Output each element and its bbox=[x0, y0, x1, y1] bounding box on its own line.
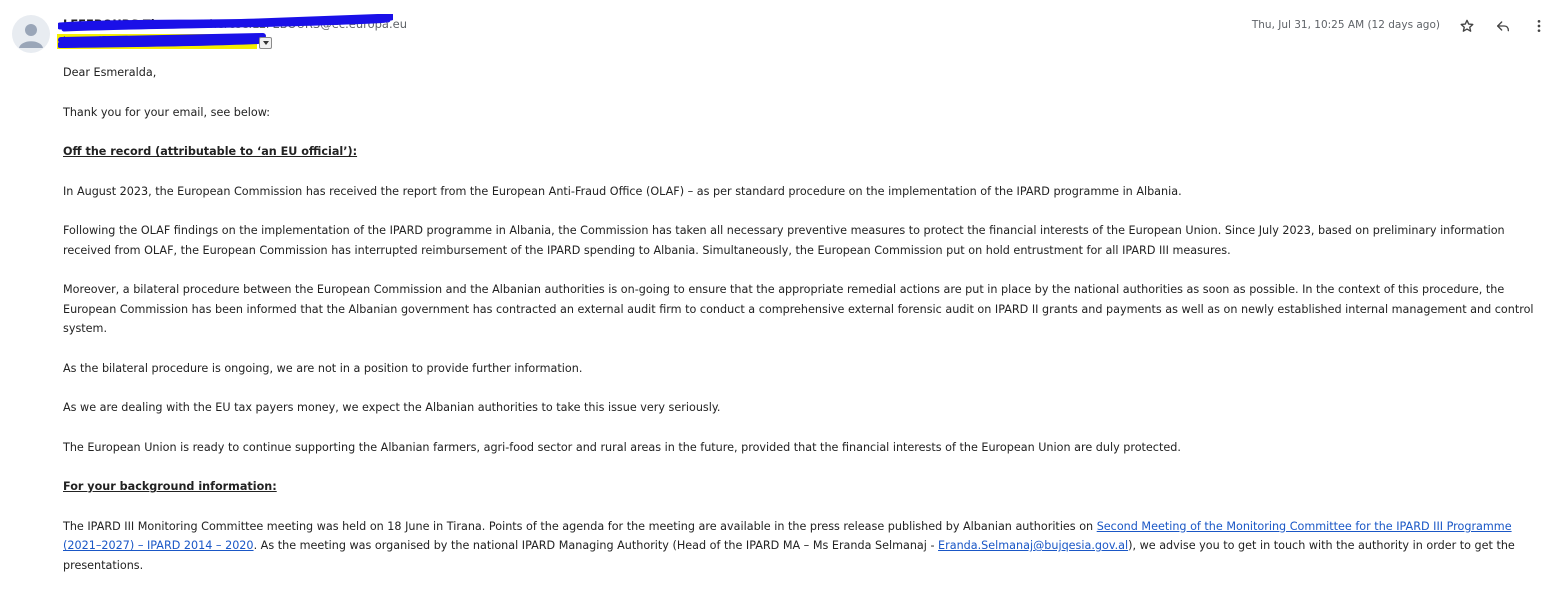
greeting: Dear Esmeralda, bbox=[63, 66, 157, 79]
paragraph-tax-payers: As we are dealing with the EU tax payers money, we expect the Albanian authorities to take this issue very seriously. bbox=[63, 401, 721, 414]
intro-text: Thank you for your email, see below: bbox=[63, 105, 271, 119]
paragraph-bilateral-procedure: Moreover, a bilateral procedure between the European Commission and the Albanian authorities is on-going to ensure that the appropriate remedial actions are put in place by the national authorities as soon as possible. In the context of this procedure, the European Commission has been informed that the Albanian government has contracted an external audit firm to conduct a comprehensive external forensic audit on IPARD II grants and payments as well as on newly established internal management and control system. bbox=[63, 283, 1534, 335]
reply-icon bbox=[1495, 18, 1511, 34]
sender-name[interactable]: LEFEBOURS Therese bbox=[63, 17, 195, 31]
recipients-line: to me, IPARD@EXPAMBDE.ALBA bbox=[63, 35, 223, 46]
message-body bbox=[63, 63, 1553, 595]
star-icon bbox=[1459, 18, 1475, 34]
recipients-dropdown-button[interactable] bbox=[259, 37, 272, 49]
paragraph-olaf-findings: Following the OLAF findings on the implementation of the IPARD programme in Albania, the Commission has taken all necessary preventive measures to protect the financial interests of the European Union. Since July 2023, based on preliminary information received from OLAF, the European Commission has interrupted reimbursement of the IPARD spending to Albania. Simultaneously, the European Commission put on hold entrustment for all IPARD III measures. bbox=[63, 224, 1505, 257]
monitoring-text-2: . As the meeting was organised by the national IPARD Managing Authority (Head of the IPARD MA – Ms Eranda Selmanaj - bbox=[253, 539, 939, 552]
sender-avatar[interactable] bbox=[12, 15, 50, 53]
sender-email: Therese.LEFEBOURS@ec.europa.eu bbox=[202, 17, 407, 31]
chevron-down-icon bbox=[263, 41, 269, 45]
paragraph-no-further-info: As the bilateral procedure is ongoing, we are not in a position to provide further information. bbox=[63, 361, 583, 375]
contact-email-link[interactable]: Eranda.Selmanaj@bujqesia.gov.al bbox=[938, 539, 1129, 552]
off-record-heading: Off the record (attributable to ‘an EU official’): bbox=[63, 145, 358, 158]
background-heading: For your background information: bbox=[63, 480, 277, 493]
more-options-button[interactable] bbox=[1529, 16, 1549, 36]
star-button[interactable] bbox=[1457, 16, 1477, 36]
sender-line bbox=[63, 17, 407, 31]
more-vert-icon bbox=[1531, 18, 1547, 34]
monitoring-committee-link[interactable]: Second Meeting of the Monitoring Committee for the IPARD III Programme (2021–2027) – IPARD 2014 – 2020 bbox=[63, 519, 1512, 552]
message-timestamp: Thu, Jul 31, 10:25 AM (12 days ago) bbox=[1251, 19, 1440, 31]
reply-button[interactable] bbox=[1493, 16, 1513, 36]
paragraph-eu-support: The European Union is ready to continue supporting the Albanian farmers, agri-food sector and rural areas in the future, provided that the financial interests of the European Union are duly protected. bbox=[63, 440, 1181, 454]
person-avatar-icon bbox=[12, 15, 50, 53]
paragraph-olaf-report: In August 2023, the European Commission has received the report from the European Anti-Fraud Office (OLAF) – as per standard procedure on the implementation of the IPARD programme in Albania. bbox=[63, 184, 1182, 198]
monitoring-text-1: The IPARD III Monitoring Committee meeting was held on 18 June in Tirana. Points of the agenda for the meeting are available in the press release published by Albanian authorities on bbox=[63, 519, 1097, 533]
monitoring-text-3: ), we advise you to get in touch with the authority in order to get the presentations. bbox=[63, 539, 1515, 572]
